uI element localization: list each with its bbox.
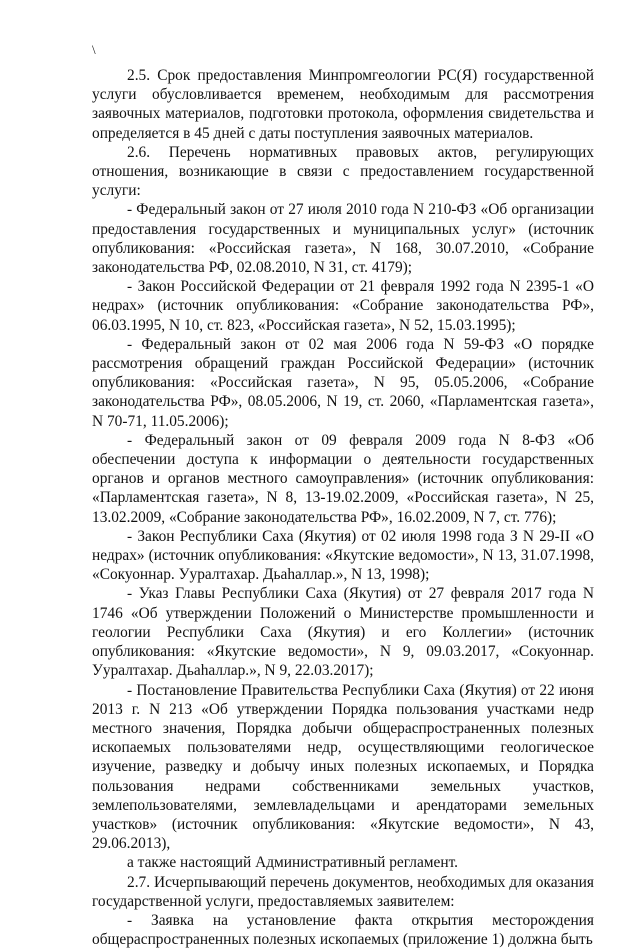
paragraph-2-7: 2.7. Исчерпывающий перечень документов, необходимых для оказания государственной услуги, предоставляемых заявителем: — [92, 873, 594, 910]
law-item-decree-1746: - Указ Главы Республики Саха (Якутия) от 27 февраля 2017 года N 1746 «Об утверждении Положений о Министерстве промышленности и геологии Республики Саха (Якутия) и его Коллегии» (источник опубликования: «Якутские ведомости», N 9, 09.03.2017, «Сокуоннар. Ууралтахар. Дьаhаллар.», N 9, 22.03.2017); — [92, 585, 594, 680]
law-item-nedra-rf: - Закон Российской Федерации от 21 февраля 1992 года N 2395-1 «О недрах» (источник опубликования: «Собрание законодательства РФ», 06.03.1995, N 10, ст. 823, «Российская газета», N 52, 15.03.1995); — [92, 278, 594, 334]
paragraph-2-5: 2.5. Срок предоставления Минпромгеологии РС(Я) государственной услуги обусловливается временем, необходимым для рассмотрения заявочных материалов, подготовки протокола, оформления свидетельства и определяется в 45 дней с даты поступления заявочных материалов. — [92, 67, 594, 142]
law-item-nedra-yakutia: - Закон Республики Саха (Якутия) от 02 июля 1998 года З N 29-II «О недрах» (источник опубликования: «Якутские ведомости», N 13, 31.07.1998, «Сокуоннар. Ууралтахар. Дьаhаллар.», N 13, 1998); — [92, 527, 594, 584]
law-item-8fz: - Федеральный закон от 09 февраля 2009 года N 8-ФЗ «Об обеспечении доступа к информации о деятельности государственных органов и органов местного самоуправления» (источник опубликования: «Парламентская газета», N 8, 13-19.02.2009, «Российская газета», N 25, 13.02.2009, «Собрание законодательства РФ», 16.02.2009, N 7, ст. 776); — [92, 431, 594, 526]
document-body — [92, 66, 594, 949]
paragraph-regulation: а также настоящий Административный регламент. — [127, 854, 459, 872]
law-item-resolution-213: - Постановление Правительства Республики Саха (Якутия) от 22 июня 2013 г. N 213 «Об утверждении Порядка пользования участками недр местного значения, Порядка добычи общераспространенных полезных ископаемых пользователями недр, осуществляющими геологическое изучение, разведку и добычу иных полезных ископаемых, и Порядка пользования недрами собственниками земельных участков, землепользователями, землевладельцами и арендаторами земельных участков» (источник опубликования: «Якутские ведомости», N 43, 29.06.2013), — [92, 681, 594, 853]
page-mark: \ — [92, 42, 96, 57]
law-item-210fz: - Федеральный закон от 27 июля 2010 года N 210-ФЗ «Об организации предоставления государственных и муниципальных услуг» (источник опубликования: «Российская газета», N 168, 30.07.2010, «Собрание законодательства РФ, 02.08.2010, N 31, ст. 4179); — [92, 201, 594, 277]
paragraph-application: - Заявка на установление факта открытия месторождения общераспространенных полезных ископаемых (приложение 1) должна быть — [92, 911, 594, 949]
law-item-59fz: - Федеральный закон от 02 мая 2006 года N 59-ФЗ «О порядке рассмотрения обращений граждан Российской Федерации» (источник опубликования: «Российская газета», N 95, 05.05.2006, «Собрание законодательства РФ», 08.05.2006, N 19, ст. 2060, «Парламентская газета», N 70-71, 11.05.2006); — [92, 335, 594, 430]
paragraph-2-6: 2.6. Перечень нормативных правовых актов, регулирующих отношения, возникающие в связи с предоставлением государственной услуги: — [92, 143, 594, 200]
